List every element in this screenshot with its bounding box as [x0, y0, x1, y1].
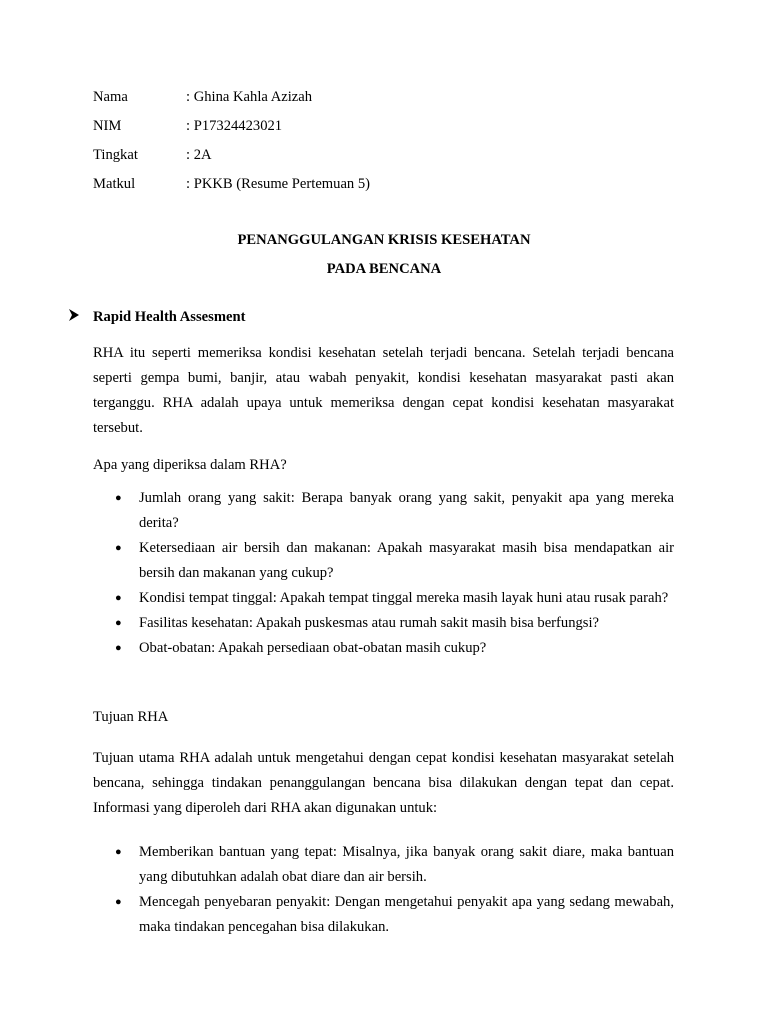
goal-paragraph-block [93, 746, 674, 821]
bullet-dot-icon: ● [115, 846, 122, 858]
intro-paragraph: RHA itu seperti memeriksa kondisi kesehatan setelah terjadi bencana. Setelah terjadi bencana seperti gempa bumi, banjir, atau wabah penyakit, kondisi kesehatan masyarakat pasti akan terganggu. RHA adalah upaya untuk memeriksa dengan cepat kondisi kesehatan masyarakat tersebut. [93, 345, 674, 436]
section-heading-text: Rapid Health Assesment [93, 309, 246, 325]
list-item [93, 536, 674, 586]
list-item [93, 890, 674, 940]
info-value: : P17324423021 [186, 118, 283, 134]
list-item-text: Mencegah penyebaran penyakit: Dengan mengetahui penyakit apa yang sedang mewabah, maka tindakan pencegahan bisa dilakukan. [139, 894, 674, 935]
info-row-nim [93, 115, 370, 144]
list-item-text: Fasilitas kesehatan: Apakah puskesmas atau rumah sakit masih bisa berfungsi? [139, 615, 600, 631]
document-title-line-1: PENANGGULANGAN KRISIS KESEHATAN [237, 232, 531, 248]
list-item [93, 840, 674, 890]
bullet-dot-icon: ● [115, 617, 122, 629]
arrow-bullet-icon [68, 309, 93, 326]
info-label: Nama [93, 89, 128, 105]
list-item-text: Memberikan bantuan yang tepat: Misalnya, jika banyak orang sakit diare, maka bantuan yang dibutuhkan adalah obat diare dan air bersih. [139, 844, 674, 885]
checks-list-block [93, 486, 674, 661]
list-item [93, 486, 674, 536]
info-value: : Ghina Kahla Azizah [186, 89, 313, 105]
goal-heading: Tujuan RHA [93, 709, 169, 725]
uses-list [93, 840, 674, 940]
info-value: : PKKB (Resume Pertemuan 5) [186, 176, 371, 192]
checks-list [93, 486, 674, 661]
info-row-tingkat [93, 144, 370, 173]
goal-paragraph: Tujuan utama RHA adalah untuk mengetahui dengan cepat kondisi kesehatan masyarakat setelah bencana, sehingga tindakan penanggulangan bencana bisa dilakukan dengan tepat dan cepat. Informasi yang diperoleh dari RHA akan digunakan untuk: [93, 750, 674, 816]
goal-heading-block [93, 706, 674, 728]
info-label: Tingkat [93, 147, 138, 163]
info-row-nama [93, 86, 370, 115]
list-item [93, 611, 674, 636]
list-item-text: Kondisi tempat tinggal: Apakah tempat tinggal mereka masih layak huni atau rusak parah? [139, 590, 669, 606]
bullet-dot-icon: ● [115, 492, 122, 504]
bullet-dot-icon: ● [115, 896, 122, 908]
student-info [93, 86, 370, 202]
bullet-dot-icon: ● [115, 542, 122, 554]
info-value: : 2A [186, 147, 212, 163]
question-text: Apa yang diperiksa dalam RHA? [93, 457, 287, 473]
question-block [93, 454, 674, 476]
list-item [93, 586, 674, 611]
info-label: NIM [93, 118, 122, 134]
list-item-text: Jumlah orang yang sakit: Berapa banyak orang yang sakit, penyakit apa yang mereka derita? [139, 490, 674, 531]
uses-list-block [93, 840, 674, 940]
document-title-line-2: PADA BENCANA [326, 261, 442, 277]
list-item-text: Ketersediaan air bersih dan makanan: Apakah masyarakat masih bisa mendapatkan air bersih dan makanan yang cukup? [139, 540, 674, 581]
bullet-dot-icon: ● [115, 592, 122, 604]
list-item-text: Obat-obatan: Apakah persediaan obat-obatan masih cukup? [139, 640, 487, 656]
section-heading [68, 309, 245, 326]
info-row-matkul [93, 173, 370, 202]
list-item [93, 636, 674, 661]
bullet-dot-icon: ● [115, 642, 122, 654]
info-label: Matkul [93, 176, 136, 192]
section-body [93, 341, 674, 441]
